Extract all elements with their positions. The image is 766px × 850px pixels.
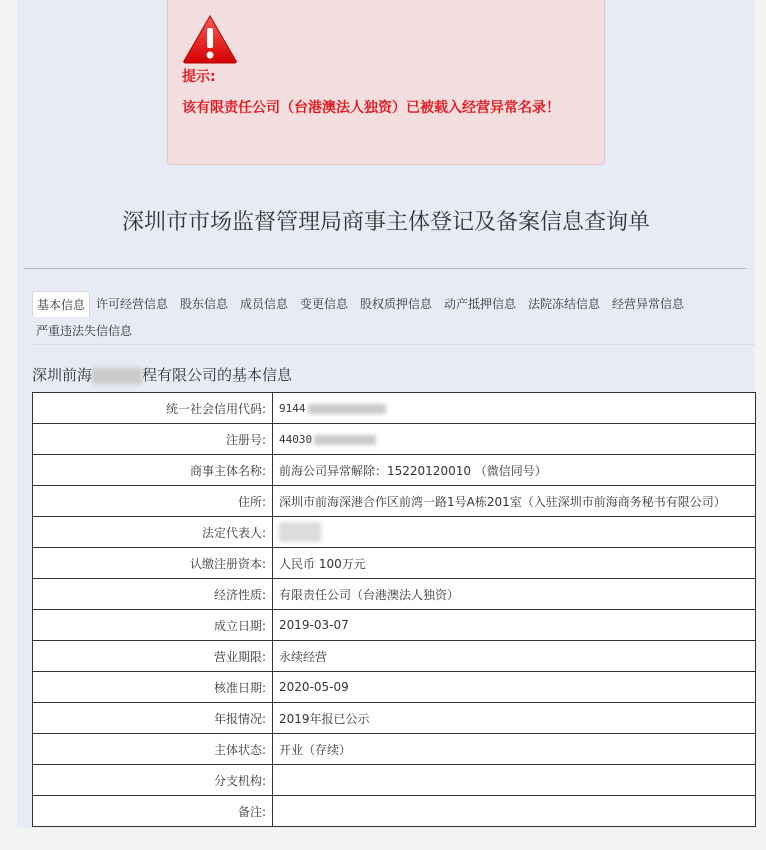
field-label: 主体状态: <box>33 734 273 765</box>
table-row <box>33 548 756 579</box>
alert-message: 该有限责任公司（台港澳法人独资）已被载入经营异常名录！ <box>182 100 560 116</box>
section-title-suffix: 程有限公司的基本信息 <box>142 366 293 384</box>
tab-bar-line <box>31 344 755 345</box>
field-label: 分支机构: <box>33 765 273 796</box>
tab-license-info[interactable]: 许可经营信息 <box>96 297 169 311</box>
title-divider <box>24 268 746 269</box>
entity-status-value: 开业（存续） <box>273 734 756 765</box>
field-label: 营业期限: <box>33 641 273 672</box>
business-term-value: 永续经营 <box>273 641 756 672</box>
legal-representative-value <box>273 517 756 548</box>
field-label: 备注: <box>33 796 273 827</box>
field-label: 核准日期: <box>33 672 273 703</box>
field-label: 商事主体名称: <box>33 455 273 486</box>
field-value <box>273 393 756 424</box>
entity-name-value: 前海公司异常解除：15220120010 （微信同号） <box>273 455 756 486</box>
table-row <box>33 672 756 703</box>
warning-icon <box>182 14 238 68</box>
field-label: 住所: <box>33 486 273 517</box>
field-label: 认缴注册资本: <box>33 548 273 579</box>
alert-title: 提示: <box>182 69 216 85</box>
table-row <box>33 455 756 486</box>
economic-nature-value: 有限责任公司（台港澳法人独资） <box>273 579 756 610</box>
registration-number-value: 44030 <box>279 433 313 446</box>
field-label: 年报情况: <box>33 703 273 734</box>
section-title <box>32 364 292 385</box>
tab-shareholder-info[interactable]: 股东信息 <box>180 297 229 311</box>
page-title: 深圳市市场监督管理局商事主体登记及备案信息查询单 <box>121 210 650 235</box>
table-row <box>33 393 756 424</box>
tab-chattel-mortgage-info[interactable]: 动产抵押信息 <box>444 297 517 311</box>
registered-capital-value: 人民币 100万元 <box>273 548 756 579</box>
table-row <box>33 517 756 548</box>
redacted-blur <box>92 368 142 384</box>
table-row <box>33 796 756 827</box>
table-row <box>33 765 756 796</box>
field-label: 成立日期: <box>33 610 273 641</box>
redacted-blur <box>314 435 376 445</box>
field-label: 统一社会信用代码: <box>33 393 273 424</box>
branch-value <box>273 765 756 796</box>
remarks-value <box>273 796 756 827</box>
table-row <box>33 579 756 610</box>
tab-abnormal-operation-info[interactable]: 经营异常信息 <box>612 297 685 311</box>
tab-change-info[interactable]: 变更信息 <box>300 297 349 311</box>
credit-code-value: 9144 <box>279 402 306 415</box>
field-value <box>273 424 756 455</box>
table-row <box>33 610 756 641</box>
redacted-blur <box>308 404 386 414</box>
redacted-blur <box>279 522 321 542</box>
address-value: 深圳市前海深港合作区前湾一路1号A栋201室（入驻深圳市前海商务秘书有限公司） <box>273 486 756 517</box>
table-row <box>33 641 756 672</box>
approval-date-value: 2020-05-09 <box>273 672 756 703</box>
abnormal-operation-alert <box>167 0 605 165</box>
section-title-prefix: 深圳前海 <box>32 366 93 384</box>
field-label: 经济性质: <box>33 579 273 610</box>
annual-report-value: 2019年报已公示 <box>273 703 756 734</box>
field-label: 法定代表人: <box>33 517 273 548</box>
tab-member-info[interactable]: 成员信息 <box>240 297 289 311</box>
tab-basic-info[interactable]: 基本信息 <box>32 291 90 317</box>
tab-equity-pledge-info[interactable]: 股权质押信息 <box>360 297 433 311</box>
field-label: 注册号: <box>33 424 273 455</box>
tab-serious-violation-info[interactable]: 严重违法失信信息 <box>36 324 133 338</box>
tab-court-freeze-info[interactable]: 法院冻结信息 <box>528 297 601 311</box>
table-row <box>33 734 756 765</box>
basic-info-table <box>32 392 756 827</box>
table-row <box>33 703 756 734</box>
establishment-date-value: 2019-03-07 <box>273 610 756 641</box>
table-row <box>33 486 756 517</box>
table-row <box>33 424 756 455</box>
